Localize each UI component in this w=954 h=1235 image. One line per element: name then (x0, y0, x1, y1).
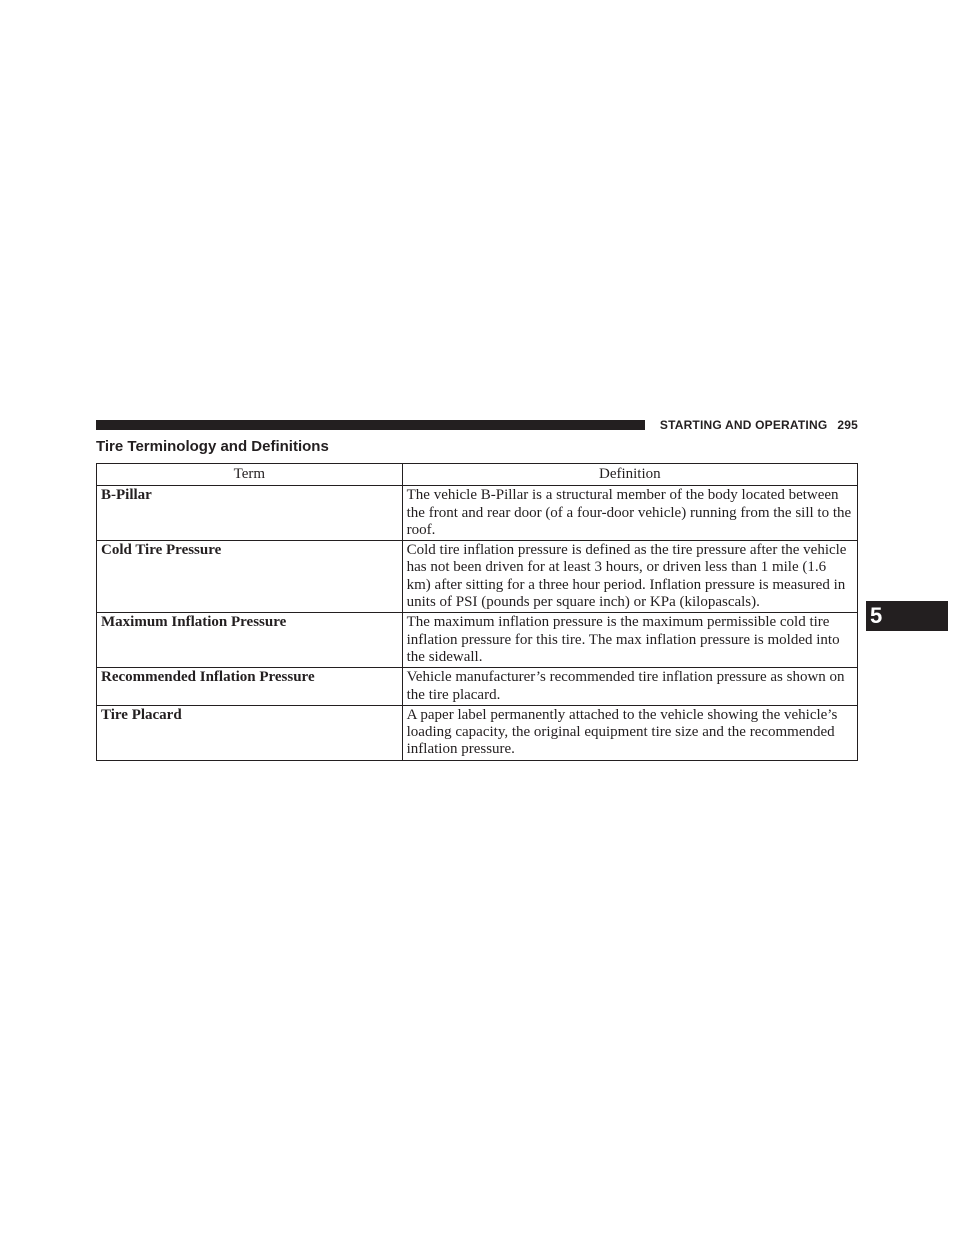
table-row (97, 613, 858, 668)
definition-cell: Vehicle manufacturer’s recommended tire inflation pressure as shown on the tire placard. (402, 668, 857, 706)
term-cell: Recommended Inflation Pressure (97, 668, 403, 706)
term-cell: B-Pillar (97, 486, 403, 541)
table-header-row (97, 464, 858, 486)
column-header-definition: Definition (402, 464, 857, 486)
term-cell: Tire Placard (97, 705, 403, 760)
page-number: 295 (837, 418, 858, 432)
chapter-tab: 5 (866, 601, 948, 631)
column-header-term: Term (97, 464, 403, 486)
definition-cell: The maximum inflation pressure is the maximum permissible cold tire inflation pressure for this tire. The max inflation pressure is molded into the sidewall. (402, 613, 857, 668)
table-row (97, 668, 858, 706)
table-row (97, 486, 858, 541)
section-name: STARTING AND OPERATING (659, 418, 828, 432)
section-title: Tire Terminology and Definitions (96, 438, 329, 455)
term-cell: Cold Tire Pressure (97, 541, 403, 613)
definition-cell: Cold tire inflation pressure is defined as the tire pressure after the vehicle has not been driven for at least 3 hours, or driven less than 1 mile (1.6 km) after sitting for a three hour period. Inflation pressure is measured in units of PSI (pounds per square inch) or KPa (kilopascals). (402, 541, 857, 613)
term-cell: Maximum Inflation Pressure (97, 613, 403, 668)
table-row (97, 541, 858, 613)
table-row (97, 705, 858, 760)
header-rule (96, 420, 645, 430)
definition-cell: A paper label permanently attached to the vehicle showing the vehicle’s loading capacity, the original equipment tire size and the recommended inflation pressure. (402, 705, 857, 760)
running-header (660, 418, 858, 432)
terminology-table (96, 463, 858, 761)
definition-cell: The vehicle B-Pillar is a structural member of the body located between the front and rear door (of a four-door vehicle) running from the sill to the roof. (402, 486, 857, 541)
